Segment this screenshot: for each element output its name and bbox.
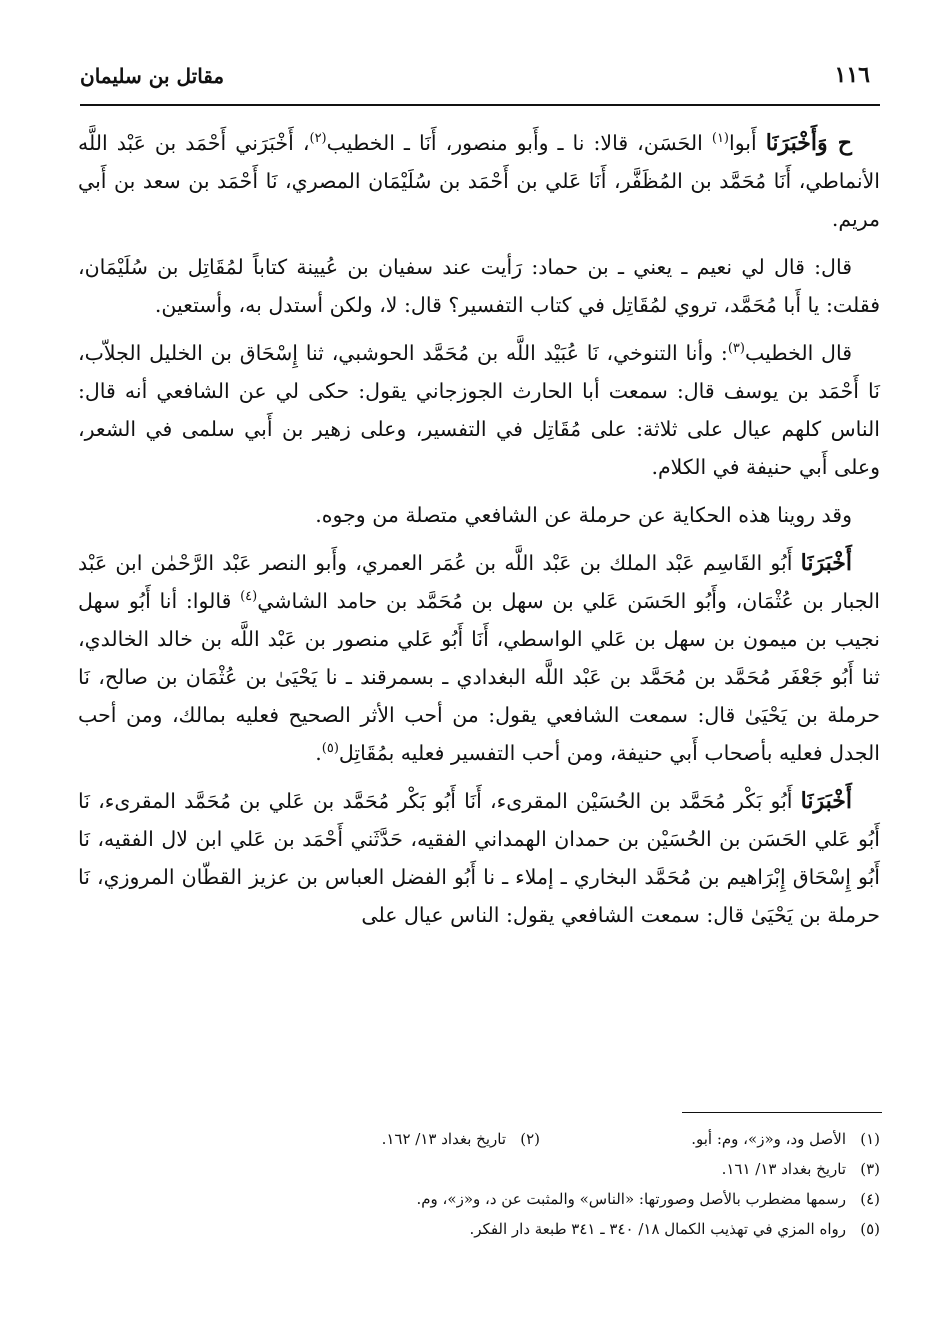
paragraph-text: : وأنا التنوخي، نَا عُبَيْد اللَّه بن مُحَمَّد الحوشبي، ثنا إِسْحَاق بن الخليل الجلاّب، نَا أَحْمَد بن يوسف قال: سمعت أبا الحارث الجوزجاني يقول: حكى لي عن الشافعي أنه قال: الناس كلهم عيال على ثلاثة: على مُقَاتِل في التفسير، وعلى زهير بن أَبي سلمى في الشعر، وعلى أَبي حنيفة في الكلام. [78, 341, 880, 479]
footnote-marker: (١) [711, 131, 729, 147]
paragraph-3 [78, 334, 880, 486]
lead-word: ح وَأَخْبَرَنَا [765, 130, 852, 156]
footnote-row [78, 1184, 880, 1214]
footnote-number: (٤) [860, 1190, 880, 1208]
paragraph-text: . [315, 741, 322, 765]
footnote-number: (١) [860, 1130, 880, 1148]
paragraph-text: قالوا: أنا أَبُو سهل نجيب بن ميمون بن سهل بن عَلي الواسطي، أَنَا أَبُو عَلي منصور بن عَبْد اللَّه بن خالد الخالدي، ثنا أَبُو جَعْفَر مُحَمَّد بن مُحَمَّد بن عَبْد اللَّه البغدادي ـ بسمرقند ـ نا يَحْيَىٰ بن عُثْمَان بن صالح، نَا حرملة بن يَحْيَىٰ قال: سمعت الشافعي يقول: من أحب الأثر الصحيح فعليه بمالك، ومن أحب الجدل فعليه بأصحاب أَبي حنيفة، ومن أحب التفسير فعليه بمُقَاتِل [78, 589, 880, 765]
lead-word: أَخْبَرَنَا [800, 550, 852, 576]
footnote-text: تاريخ بغداد ١٣/ ١٦١. [721, 1160, 846, 1178]
footnote-row [78, 1124, 880, 1154]
footnote-number: (٣) [860, 1160, 880, 1178]
footnote-number: (٢) [520, 1130, 540, 1148]
page-number: ١١٦ [834, 62, 870, 88]
paragraph-5 [78, 544, 880, 772]
paragraph-text: ، أَخْبَرَني أَحْمَد بن عَبْد اللَّه الأنماطي، أَنَا مُحَمَّد بن المُظَفَّر، أَنَا عَلي بن أَحْمَد بن سُلَيْمَان المصري، نَا أَحْمَد بن سعد بن أَبي مريم. [78, 131, 880, 231]
footnote-2 [382, 1124, 540, 1154]
page-header [80, 58, 880, 98]
paragraph-text: قال: قال لي نعيم ـ يعني ـ بن حماد: رَأيت عند سفيان بن عُيينة كتاباً لمُقَاتِل بن سُلَيْمَان، فقلت: يا أَبا مُحَمَّد، تروي لمُقَاتِل في كتاب التفسير؟ قال: لا، ولكن أستدل به، وأستعين. [78, 255, 880, 317]
paragraph-1 [78, 124, 880, 238]
footnote-text: الأصل ود، و«ز»، وم: أبو. [691, 1130, 846, 1148]
paragraph-6 [78, 782, 880, 934]
footnote-4 [416, 1184, 880, 1214]
paragraph-text: قال الخطيب [744, 341, 852, 365]
footnote-text: رسمها مضطرب بالأصل وصورتها: «الناس» والمثبت عن د، و«ز»، وم. [416, 1190, 846, 1208]
footnotes [78, 1124, 880, 1244]
footnote-row [78, 1154, 880, 1184]
lead-word: أَخْبَرَنَا [800, 788, 852, 814]
footnote-1 [540, 1124, 880, 1154]
footnote-3 [722, 1154, 880, 1184]
paragraph-text: أَبُو بَكْر مُحَمَّد بن الحُسَيْن المقرىء، أَنَا أَبُو بَكْر مُحَمَّد بن عَلي بن مُحَمَّد المقرىء، نَا أَبُو عَلي الحَسَن بن الحُسَيْن بن حمدان الهمداني الفقيه، حَدَّثَني أَحْمَد بن عَلي ابن لال الفقيه، نَا أَبُو إِسْحَاق إِبْرَاهيم بن مُحَمَّد البخاري ـ إملاء ـ نا أَبُو الفضل العباس بن عزيز القطّان المروزي، نَا حرملة بن يَحْيَىٰ قال: سمعت الشافعي يقول: الناس عيال على [78, 789, 880, 927]
main-text [78, 124, 880, 944]
footnote-row [78, 1214, 880, 1244]
paragraph-4 [78, 496, 880, 534]
footnote-text: رواه المزي في تهذيب الكمال ١٨/ ٣٤٠ ـ ٣٤١ طبعة دار الفكر. [469, 1220, 846, 1238]
header-rule [80, 104, 880, 106]
running-title: مقاتل بن سليمان [80, 64, 225, 88]
paragraph-text: أَبُو القَاسِم عَبْد الملك بن عَبْد اللَّه بن عُمَر العمري، وأَبو النصر عَبْد الرَّحْمٰن ابن عَبْد الجبار بن عُثْمَان، وأَبُو الحَسَن عَلي بن سهل بن مُحَمَّد بن حامد الشاشي [78, 551, 880, 613]
footnote-marker: (٥) [321, 741, 339, 757]
footnote-rule [682, 1112, 882, 1113]
paragraph-text: الحَسَن، قالا: نا ـ وأَبو منصور، أَنَا ـ الخطيب [326, 131, 712, 155]
footnote-marker: (٢) [309, 131, 327, 147]
footnote-marker: (٤) [240, 589, 258, 605]
paragraph-text: أَبوا [729, 131, 766, 155]
paragraph-2 [78, 248, 880, 324]
footnote-number: (٥) [860, 1220, 880, 1238]
footnote-5 [469, 1214, 880, 1244]
footnote-text: تاريخ بغداد ١٣/ ١٦٢. [381, 1130, 506, 1148]
paragraph-text: وقد روينا هذه الحكاية عن حرملة عن الشافعي متصلة من وجوه. [315, 503, 852, 527]
footnote-marker: (٣) [727, 341, 745, 357]
